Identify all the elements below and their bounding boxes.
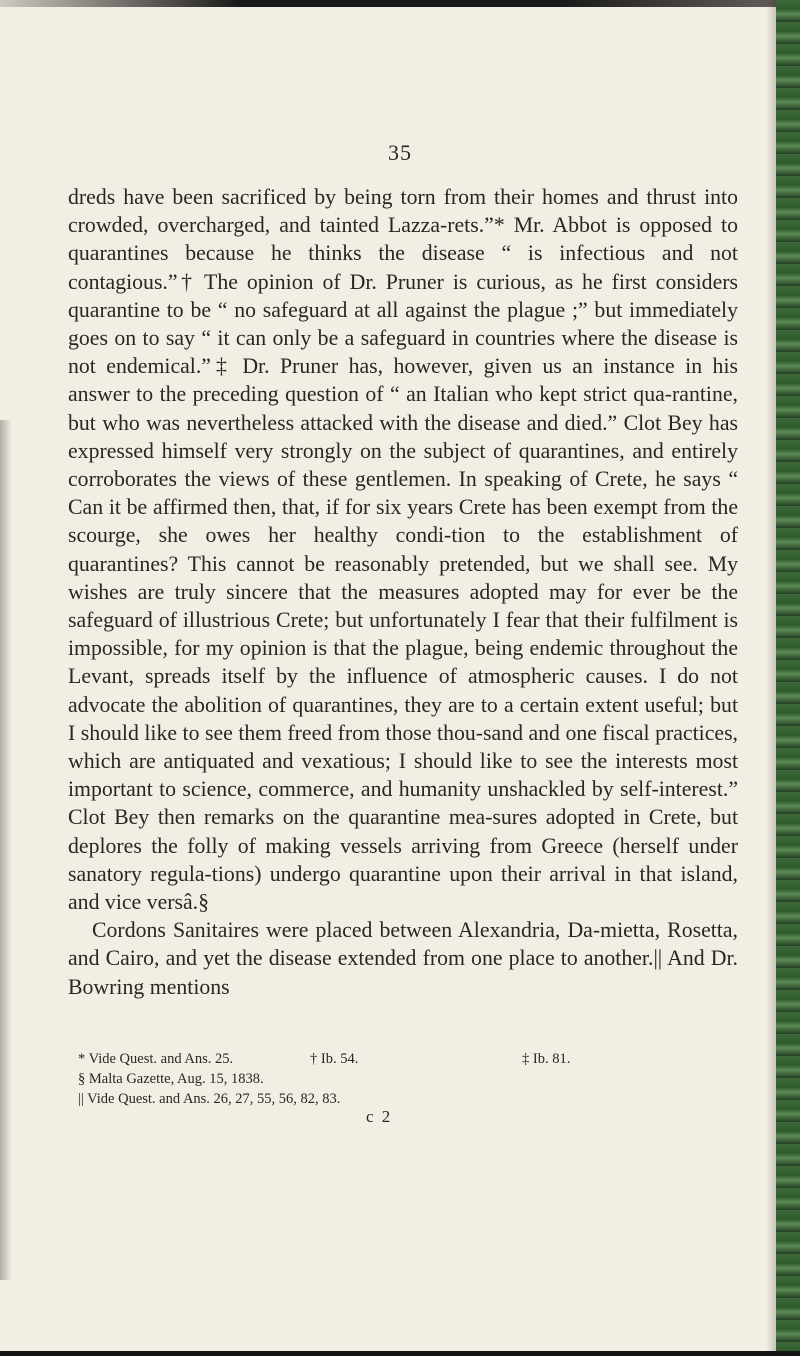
- footnote: || Vide Quest. and Ans. 26, 27, 55, 56, 82, 83.: [78, 1091, 341, 1107]
- book-binding-edge: [776, 0, 800, 1356]
- paragraph: Cordons Sanitaires were placed between Alexandria, Da-mietta, Rosetta, and Cairo, and yet the disease extended from one place to another.|| And Dr. Bowring mentions: [68, 918, 738, 999]
- footnote: † Ib. 54.: [310, 1051, 359, 1067]
- footnote-line: [78, 1049, 738, 1069]
- scan-bottom-edge: [0, 1351, 800, 1356]
- paragraph: dreds have been sacrificed by being torn from their homes and thrust into crowded, overcharged, and tainted Lazza-rets.”* Mr. Abbot is opposed to quarantines because he thinks the disease “ is infectious and not contagious.”† The opinion of Dr. Pruner is curious, as he first considers quarantine to be “ no safeguard at all against the plague ;” but immediately goes on to say “ it can only be a safeguard in countries where the disease is not endemical.”‡ Dr. Pruner has, however, given us an instance in his answer to the preceding question of “ an Italian who kept strict qua-rantine, but who was nevertheless attacked with the disease and died.” Clot Bey has expressed himself very strongly on the subject of quarantines, and entirely corroborates the views of these gentlemen. In speaking of Crete, he says “ Can it be affirmed then, that, if for six years Crete has been exempt from the scourge, she owes her healthy condi-tion to the establishment of quarantines? This cannot be reasonably pretended, but we shall see. My wishes are truly sincere that the measures adopted may for ever be the safeguard of illustrious Crete; but unfortunately I fear that their fulfilment is impossible, for my opinion is that the plague, being endemic throughout the Levant, spreads itself by the influence of atmospheric causes. I do not advocate the abolition of quarantines, they are to a certain extent useful; but I should like to see them freed from those thou-sand and one fiscal practices, which are antiquated and vexatious; I should like to see the interests most important to science, commerce, and humanity unshackled by self-interest.” Clot Bey then remarks on the quarantine mea-sures adopted in Crete, but deplores the folly of making vessels arriving from Greece (herself under sanatory regula-tions) undergo quarantine upon their arrival in that island, and vice versâ.§: [68, 185, 738, 915]
- footnotes: [78, 1049, 738, 1109]
- footnote: * Vide Quest. and Ans. 25.: [78, 1051, 234, 1067]
- footnote-line: [78, 1089, 738, 1109]
- signature-mark: c 2: [366, 1107, 393, 1126]
- scan-gutter-shadow: [766, 0, 776, 1356]
- scan-top-edge: [0, 0, 800, 7]
- footnote: § Malta Gazette, Aug. 15, 1838.: [78, 1071, 264, 1087]
- page-number: 35: [388, 140, 412, 165]
- footnote-line: [78, 1069, 738, 1089]
- body-text: [68, 183, 738, 1001]
- footnote: ‡ Ib. 81.: [522, 1051, 571, 1067]
- scan-left-shadow: [0, 420, 12, 1280]
